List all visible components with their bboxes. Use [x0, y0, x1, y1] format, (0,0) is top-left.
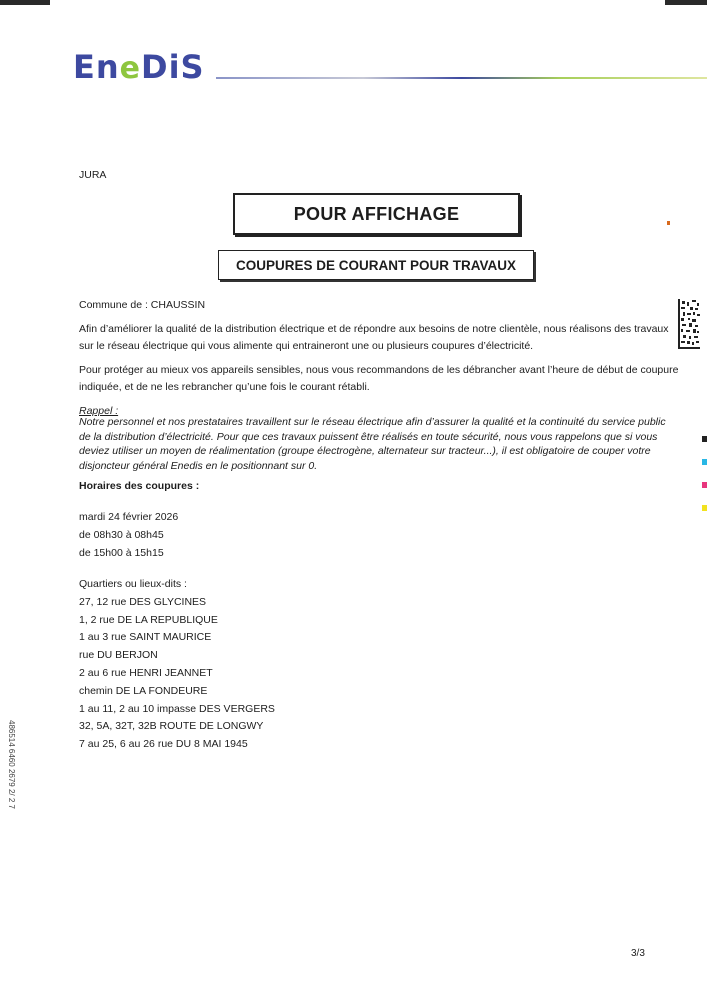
color-calibration-mark: [702, 482, 707, 488]
subtitle-box: [218, 250, 534, 280]
list-item: 27, 12 rue DES GLYCINES: [79, 595, 207, 608]
intro-paragraph: Afin d’améliorer la qualité de la distribution électrique et de répondre aux besoins de notre clientèle, nous réalisons des travaux sur le réseau électrique qui vous alimente qui entraineront une ou plusieurs coupures d’électricité.: [79, 323, 669, 352]
list-item: 1 au 3 rue SAINT MAURICE: [79, 631, 212, 644]
quartiers-heading: Quartiers ou lieux-dits :: [79, 578, 187, 590]
page-number: 3/3: [631, 948, 645, 959]
list-item: 2 au 6 rue HENRI JEANNET: [79, 666, 213, 679]
schedule-block: [79, 509, 178, 562]
side-reference-code: 486514 6460 2679 2/ 2 7: [6, 720, 16, 809]
corner-print-mark: [665, 0, 707, 5]
list-item: 1 au 11, 2 au 10 impasse DES VERGERS: [79, 702, 275, 715]
page-subtitle: COUPURES DE COURANT POUR TRAVAUX: [235, 257, 516, 273]
horaires-heading: Horaires des coupures :: [79, 480, 200, 492]
color-calibration-mark: [702, 436, 707, 442]
list-item: 1, 2 rue DE LA REPUBLIQUE: [79, 613, 218, 626]
enedis-logo: EneDiS: [73, 48, 205, 86]
color-calibration-mark: [702, 505, 707, 511]
rappel-paragraph: Notre personnel et nos prestataires travaillent sur le réseau électrique afin d’assurer la qualité et la continuité du service public de la distribution d’électricité. Pour que ces travaux puissent être réalisés en toute sécurité, nous vous rappelons que si vous deviez utiliser un moyen de réalimentation (groupe électrogène, alternateur sur tracteur...), il est obligatoire de couper votre disjoncteur général Enedis en le positionnant sur 0.: [79, 416, 666, 472]
print-speck: [667, 221, 670, 225]
list-item: rue DU BERJON: [79, 649, 158, 662]
page-title: POUR AFFICHAGE: [293, 203, 460, 224]
schedule-slot: de 15h00 à 15h15: [79, 546, 164, 559]
schedule-date: mardi 24 février 2026: [79, 511, 179, 523]
list-item: chemin DE LA FONDEURE: [79, 684, 208, 697]
department-label: JURA: [79, 169, 107, 181]
commune-label: Commune de : CHAUSSIN: [79, 299, 206, 311]
list-item: 7 au 25, 6 au 26 rue DU 8 MAI 1945: [79, 738, 248, 751]
rappel-heading: Rappel :: [79, 405, 119, 417]
quartiers-block: [79, 576, 275, 754]
advice-paragraph: Pour protéger au mieux vos appareils sensibles, nous vous recommandons de les débrancher avant l’heure de début de coupure indiquée, et de ne les rebrancher qu’une fois le courant rétabli.: [79, 364, 679, 393]
list-item: 32, 5A, 32T, 32B ROUTE DE LONGWY: [79, 720, 264, 733]
corner-print-mark: [0, 0, 50, 5]
color-calibration-mark: [702, 459, 707, 465]
title-box: [233, 193, 520, 235]
schedule-slot: de 08h30 à 08h45: [79, 528, 164, 541]
datamatrix-code: [678, 299, 700, 349]
header-divider: [216, 77, 707, 79]
